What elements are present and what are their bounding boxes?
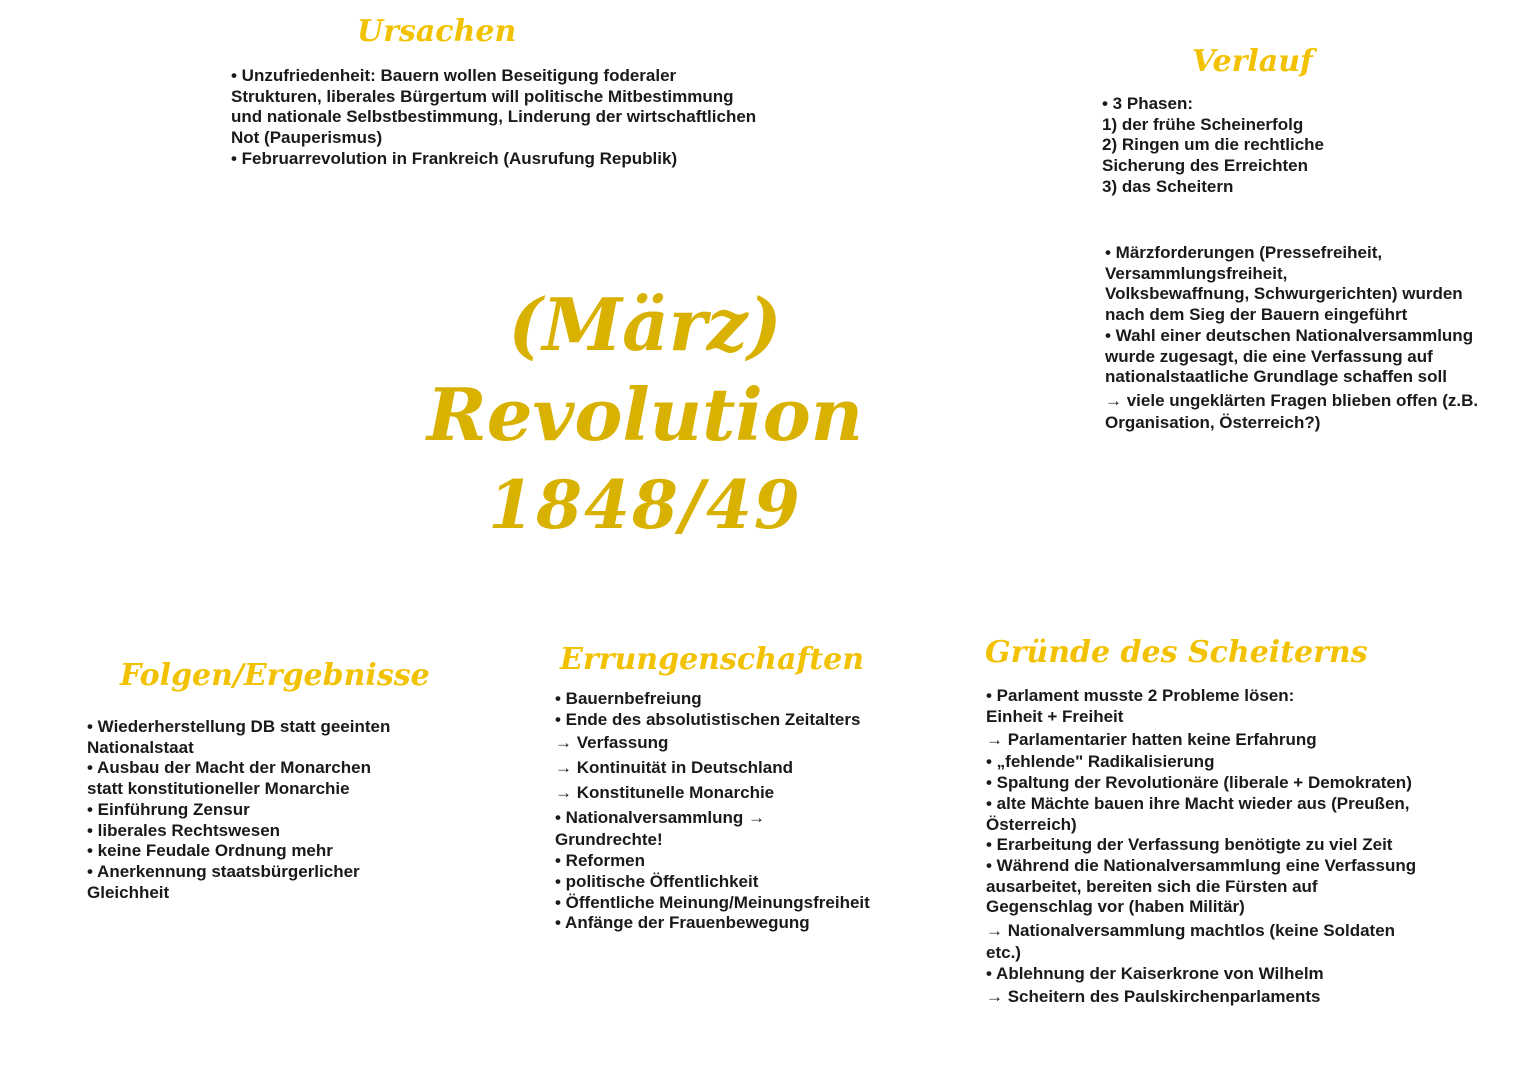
page-title	[320, 280, 970, 550]
text-line: • Februarrevolution in Frankreich (Ausrufung Republik)	[231, 148, 678, 168]
text-line: • Wahl einer deutschen Nationalversammlung	[1105, 325, 1474, 345]
text-line: • Märzforderungen (Pressefreiheit,	[1105, 243, 1383, 262]
ursachen-text	[231, 66, 756, 170]
text-line: • politische Öffentlichkeit	[555, 871, 759, 891]
verlauf-details	[1105, 243, 1478, 434]
text-line: nationalstaatliche Grundlage schaffen soll	[1105, 367, 1447, 387]
text-line: • Ende des absolutistischen Zeitalters	[555, 709, 861, 729]
text-line: 1) der frühe Scheinerfolg	[1102, 114, 1304, 134]
text-line: → Parlamentarier hatten keine Erfahrung	[986, 730, 1317, 750]
text-line: Sicherung des Erreichten	[1102, 156, 1308, 176]
text-line: Grundrechte!	[555, 830, 663, 850]
verlauf-phases	[1102, 94, 1324, 198]
text-line: Gegenschlag vor (haben Militär)	[986, 897, 1245, 917]
text-line: • Nationalversammlung →	[555, 808, 766, 828]
gruende-text	[986, 686, 1416, 1009]
folgen-text	[87, 717, 390, 903]
text-line: und nationale Selbstbestimmung, Linderung der wirtschaftlichen	[231, 107, 757, 127]
text-line: • Während die Nationalversammlung eine Verfassung	[986, 855, 1417, 875]
text-line: etc.)	[986, 943, 1021, 963]
text-line: • Bauernbefreiung	[555, 689, 702, 708]
text-line: ausarbeitet, bereiten sich die Fürsten auf	[986, 876, 1318, 896]
text-line: • Unzufriedenheit: Bauern wollen Beseitigung foderaler	[231, 66, 677, 85]
text-line: nach dem Sieg der Bauern eingeführt	[1105, 305, 1408, 325]
verlauf-heading: Verlauf	[1192, 44, 1313, 79]
text-line: Einheit + Freiheit	[986, 706, 1124, 726]
text-line: Österreich)	[986, 814, 1077, 834]
text-line: → Scheitern des Paulskirchenparlaments	[986, 987, 1321, 1007]
text-line: • keine Feudale Ordnung mehr	[87, 841, 333, 861]
text-line: → viele ungeklärten Fragen blieben offen (z.B.	[1105, 390, 1479, 410]
text-line: • liberales Rechtswesen	[87, 820, 281, 840]
text-line: Strukturen, liberales Bürgertum will politische Mitbestimmung	[231, 86, 734, 106]
text-line: → Nationalversammlung machtlos (keine Soldaten	[986, 921, 1396, 941]
text-line: statt konstitutioneller Monarchie	[87, 779, 350, 799]
text-line: • Einführung Zensur	[87, 799, 250, 819]
text-line: • Anfänge der Frauenbewegung	[555, 913, 810, 933]
text-line: • Wiederherstellung DB statt geeinten	[87, 717, 391, 736]
gruende-heading: Gründe des Scheiterns	[985, 635, 1368, 670]
text-line: • Anerkennung staatsbürgerlicher	[87, 861, 360, 881]
text-line: • Reformen	[555, 851, 646, 871]
text-line: • Öffentliche Meinung/Meinungsfreiheit	[555, 892, 870, 912]
text-line: • Spaltung der Revolutionäre (liberale + Demokraten)	[986, 773, 1412, 793]
errungenschaften-text	[555, 689, 870, 934]
text-line: • „fehlende" Radikalisierung	[986, 752, 1215, 772]
text-line: 3) das Scheitern	[1102, 176, 1234, 196]
title-line: (März) Revolution	[426, 282, 864, 457]
text-line: • alte Mächte bauen ihre Macht wieder aus (Preußen,	[986, 793, 1410, 813]
text-line: • Erarbeitung der Verfassung benötigte zu viel Zeit	[986, 835, 1393, 855]
text-line: • 3 Phasen:	[1102, 94, 1193, 113]
text-line: • Parlament musste 2 Probleme lösen:	[986, 686, 1295, 705]
ursachen-heading: Ursachen	[357, 14, 517, 49]
text-line: wurde zugesagt, die eine Verfassung auf	[1105, 346, 1433, 366]
text-line: Not (Pauperismus)	[231, 128, 383, 148]
text-line: Gleichheit	[87, 882, 170, 902]
text-line: → Kontinuität in Deutschland	[555, 758, 793, 778]
text-line: Volksbewaffnung, Schwurgerichten) wurden	[1105, 284, 1463, 304]
text-line: Versammlungsfreiheit,	[1105, 263, 1288, 283]
text-line: → Verfassung	[555, 733, 669, 753]
folgen-heading: Folgen/Ergebnisse	[120, 658, 430, 693]
text-line: → Konstitunelle Monarchie	[555, 783, 775, 803]
text-line: • Ausbau der Macht der Monarchen	[87, 758, 371, 778]
text-line: Nationalstaat	[87, 737, 194, 757]
title-year: 1848/49	[488, 466, 802, 544]
text-line: Organisation, Österreich?)	[1105, 412, 1321, 432]
errungenschaften-heading: Errungenschaften	[560, 642, 865, 677]
text-line: • Ablehnung der Kaiserkrone von Wilhelm	[986, 963, 1324, 983]
text-line: 2) Ringen um die rechtliche	[1102, 135, 1324, 155]
